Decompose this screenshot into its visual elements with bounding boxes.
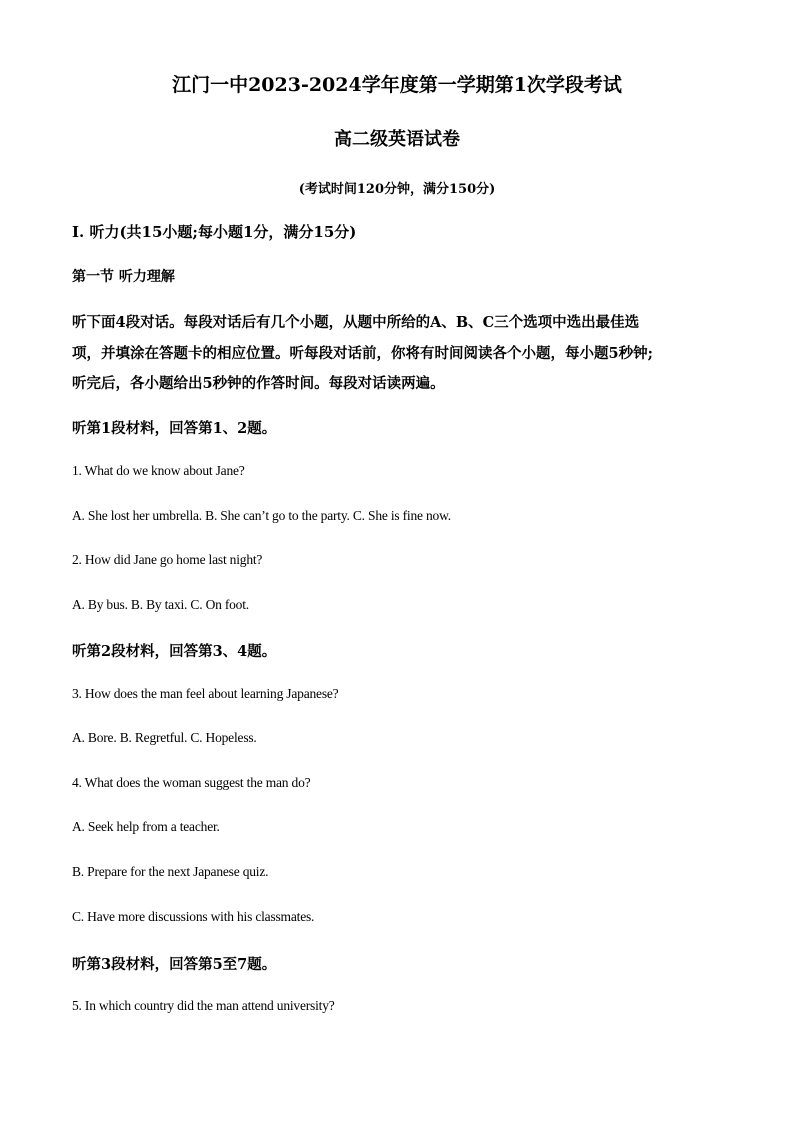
question-options: A. She lost her umbrella. B. She can’t go to the party. C. She is fine now. (72, 508, 451, 523)
question-stem: 4. What does the woman suggest the man do? (72, 775, 311, 790)
group-label: 听第2段材料，回答第3、4题。 (72, 643, 277, 660)
question-stem: 3. How does the man feel about learning Japanese? (72, 686, 339, 701)
group-label: 听第1段材料，回答第1、2题。 (72, 420, 277, 437)
group-label: 听第3段材料，回答第5至7题。 (72, 956, 277, 973)
exam-subtitle: 高二级英语试卷 (334, 129, 460, 150)
instruction-line: 项，并填涂在答题卡的相应位置。听每段对话前，你将有时间阅读各个小题，每小题5秒钟; (72, 345, 653, 362)
question-stem: 2. How did Jane go home last night? (72, 552, 263, 567)
question-option: A. Seek help from a teacher. (72, 819, 220, 834)
question-option: B. Prepare for the next Japanese quiz. (72, 864, 269, 879)
question-options: A. By bus. B. By taxi. C. On foot. (72, 597, 249, 612)
instruction-line: 听下面4段对话。每段对话后有几个小题，从题中所给的A、B、C三个选项中选出最佳选 (72, 314, 640, 331)
question-options: A. Bore. B. Regretful. C. Hopeless. (72, 730, 257, 745)
section-heading: 第一节 听力理解 (72, 269, 175, 285)
instruction-line: 听完后，各小题给出5秒钟的作答时间。每段对话读两遍。 (72, 375, 445, 392)
part-heading: Ⅰ. 听力(共15小题;每小题1分，满分15分) (72, 223, 357, 241)
question-stem: 5. In which country did the man attend university? (72, 998, 335, 1013)
question-option: C. Have more discussions with his classmates. (72, 909, 315, 924)
exam-duration-note: (考试时间120分钟，满分150分) (298, 182, 496, 197)
question-stem: 1. What do we know about Jane? (72, 463, 245, 478)
exam-title: 江门一中2023-2024学年度第一学期第1次学段考试 (172, 74, 622, 96)
